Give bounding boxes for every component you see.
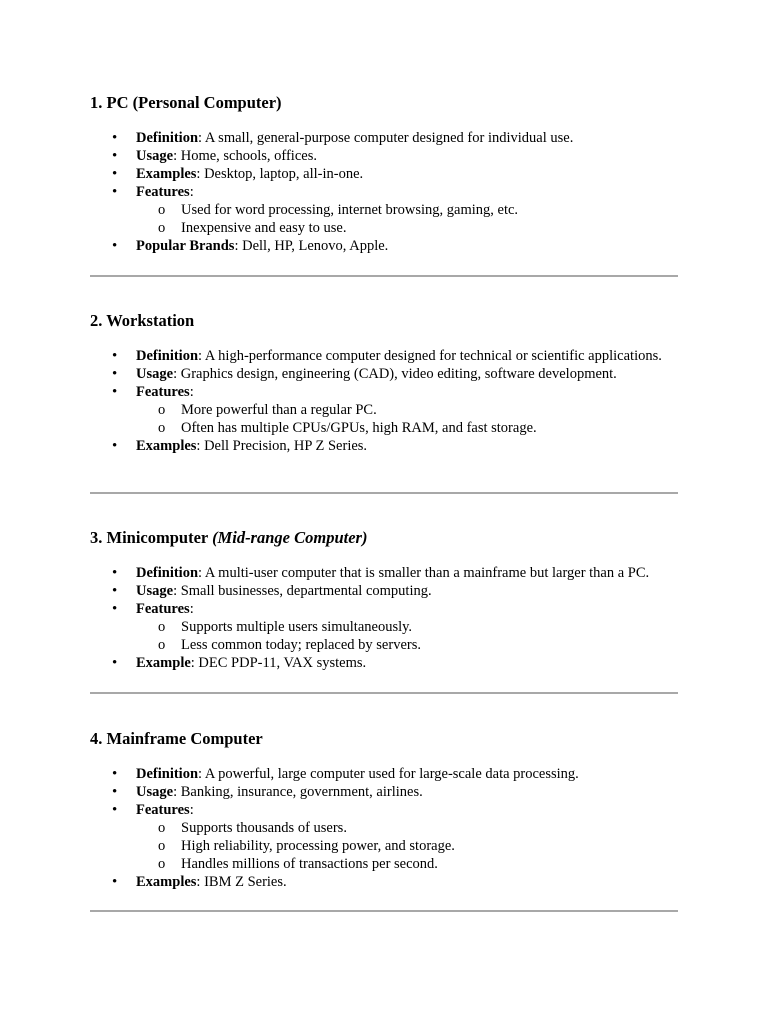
sub-list-item: o Less common today; replaced by servers. xyxy=(136,636,678,654)
sub-list-item: o Supports multiple users simultaneously. xyxy=(136,618,678,636)
section-heading: 4. Mainframe Computer xyxy=(90,729,263,748)
horizontal-rule xyxy=(90,275,678,277)
sub-list xyxy=(136,819,678,873)
section-pc xyxy=(90,93,678,255)
section-workstation xyxy=(90,311,678,455)
section-mainframe xyxy=(90,729,678,891)
list-item: • Examples: Dell Precision, HP Z Series. xyxy=(90,437,678,455)
list-item: • Examples: Desktop, laptop, all-in-one. xyxy=(90,165,678,183)
bullet-list xyxy=(90,564,678,672)
section-heading: 1. PC (Personal Computer) xyxy=(90,93,282,112)
list-item: • Usage: Graphics design, engineering (CAD), video editing, software development. xyxy=(90,365,678,383)
list-item: • Features: o More powerful than a regular PC. o Often has multiple CPUs/GPUs, high RAM, and fast storage. xyxy=(90,383,678,437)
horizontal-rule xyxy=(90,910,678,912)
list-item: • Definition: A powerful, large computer used for large-scale data processing. xyxy=(90,765,678,783)
sub-list-item: o Inexpensive and easy to use. xyxy=(136,219,678,237)
horizontal-rule xyxy=(90,492,678,494)
list-item: • Example: DEC PDP-11, VAX systems. xyxy=(90,654,678,672)
list-item: • Examples: IBM Z Series. xyxy=(90,873,678,891)
sub-list-item: o High reliability, processing power, and storage. xyxy=(136,837,678,855)
list-item: • Usage: Banking, insurance, government, airlines. xyxy=(90,783,678,801)
sub-list-item: o Supports thousands of users. xyxy=(136,819,678,837)
section-heading: 2. Workstation xyxy=(90,311,195,330)
sub-list xyxy=(136,618,678,654)
sub-list-item: o Handles millions of transactions per second. xyxy=(136,855,678,873)
list-item: • Features: o Supports thousands of users. o High reliability, processing power, and storage. o Handles millions of transactions per second. xyxy=(90,801,678,873)
list-item: • Usage: Home, schools, offices. xyxy=(90,147,678,165)
sub-list-item: o Often has multiple CPUs/GPUs, high RAM, and fast storage. xyxy=(136,419,678,437)
list-item: • Popular Brands: Dell, HP, Lenovo, Apple. xyxy=(90,237,678,255)
sub-list-item: o Used for word processing, internet browsing, gaming, etc. xyxy=(136,201,678,219)
list-item: • Definition: A small, general-purpose computer designed for individual use. xyxy=(90,129,678,147)
list-item: • Definition: A high-performance computer designed for technical or scientific applications. xyxy=(90,347,678,365)
section-minicomputer xyxy=(90,528,678,672)
sub-list xyxy=(136,201,678,237)
bullet-list xyxy=(90,129,678,255)
section-heading: 3. Minicomputer (Mid-range Computer) xyxy=(90,528,368,547)
sub-list xyxy=(136,401,678,437)
bullet-list xyxy=(90,765,678,891)
bullet-list xyxy=(90,347,678,455)
list-item: • Features: o Used for word processing, internet browsing, gaming, etc. o Inexpensive and easy to use. xyxy=(90,183,678,237)
list-item: • Definition: A multi-user computer that is smaller than a mainframe but larger than a PC. xyxy=(90,564,678,582)
list-item: • Features: o Supports multiple users simultaneously. o Less common today; replaced by servers. xyxy=(90,600,678,654)
horizontal-rule xyxy=(90,692,678,694)
sub-list-item: o More powerful than a regular PC. xyxy=(136,401,678,419)
list-item: • Usage: Small businesses, departmental computing. xyxy=(90,582,678,600)
